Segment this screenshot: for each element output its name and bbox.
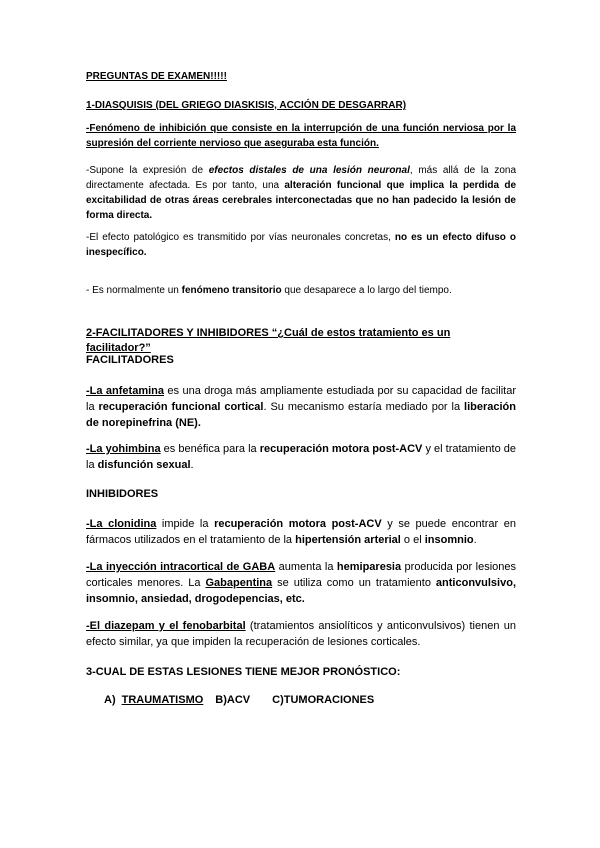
q1-paragraph-2: -Supone la expresión de efectos distales de una lesión neuronal, más allá de la zona directamente afectada. Es por tanto, una alteración funcional que implica la perdida de excitabilidad de otras áreas cerebrales interconectadas que no han padecido la lesión de forma directa. — [86, 165, 517, 221]
option-b: B)ACV — [215, 694, 251, 706]
facilitadores-title: FACILITADORES — [86, 354, 174, 366]
clonidina-paragraph: -La clonidina impide la recuperación motora post-ACV y se puede encontrar en fármacos utilizados en el tratamiento de la hipertensión arterial o el insomnio. — [86, 518, 516, 546]
anfetamina-paragraph: -La anfetamina es una droga más ampliamente estudiada por su capacidad de facilitar la recuperación funcional cortical. Su mecanismo estaría mediado por la liberación de norepinefrina (NE). — [86, 385, 516, 429]
inhibidores-title: INHIBIDORES — [86, 488, 159, 500]
document-title: PREGUNTAS DE EXAMEN!!!!! — [86, 71, 227, 82]
diazepam-paragraph: -El diazepam y el fenobarbital (tratamientos ansiolíticos y anticonvulsivos) tienen un efecto similar, ya que impiden la recuperación de lesiones corticales. — [86, 620, 516, 648]
option-c: C)TUMORACIONES — [272, 694, 375, 706]
option-a-prefix: A) — [104, 694, 116, 706]
q1-paragraph-4: - Es normalmente un fenómeno transitorio que desaparece a lo largo del tiempo. — [86, 285, 452, 296]
q1-paragraph-1: -Fenómeno de inhibición que consiste en la interrupción de una función nerviosa por la supresión del corriente nervioso que aseguraba esta función. — [86, 123, 516, 149]
q3-options — [104, 693, 504, 708]
q1-paragraph-3: -El efecto patológico es transmitido por vías neuronales concretas, no es un efecto difuso o inespecífico. — [86, 232, 516, 258]
q1-heading: 1-DIASQUISIS (DEL GRIEGO DIASKISIS, ACCIÓN DE DESGARRAR) — [86, 100, 407, 111]
yohimbina-paragraph: -La yohimbina es benéfica para la recuperación motora post-ACV y el tratamiento de la disfunción sexual. — [86, 443, 516, 471]
gaba-paragraph: -La inyección intracortical de GABA aumenta la hemiparesia producida por lesiones corticales menores. La Gabapentina se utiliza como un tratamiento anticonvulsivo, insomnio, ansiedad, drogodepencias, etc. — [86, 561, 517, 605]
q3-heading: 3-CUAL DE ESTAS LESIONES TIENE MEJOR PRONÓSTICO: — [86, 666, 401, 678]
option-a: TRAUMATISMO — [121, 694, 204, 706]
q2-heading: 2-FACILITADORES Y INHIBIDORES “¿Cuál de estos tratamiento es un facilitador?” — [86, 327, 451, 354]
